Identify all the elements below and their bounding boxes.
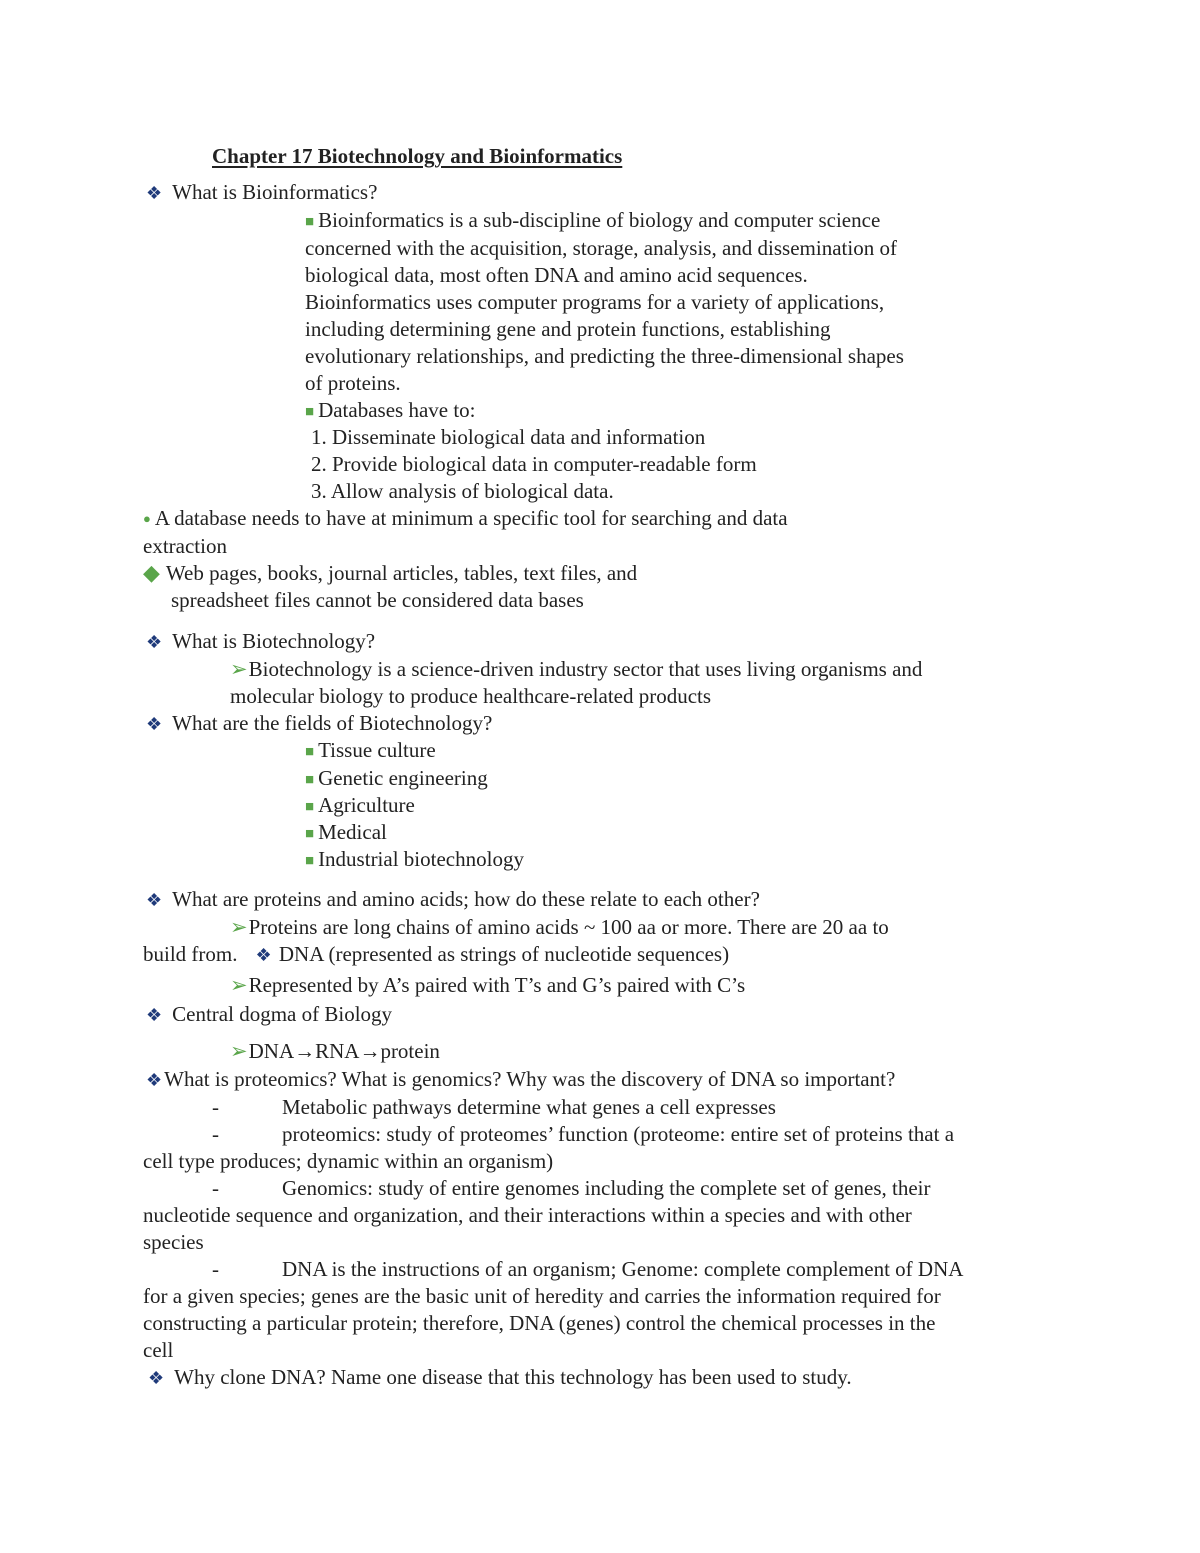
dash-item [212,1256,963,1282]
answer-text: DNA→RNA→protein [248,1039,440,1063]
dash-item-text: cell [143,1338,174,1362]
answer-text: Proteins are long chains of amino acids ~ 100 aa or more. There are 20 aa to [248,915,889,939]
dash-item-text: nucleotide sequence and organization, and their interactions within a species and with other [143,1203,912,1227]
dash-item-text: proteomics: study of proteomes’ function (proteome: entire set of proteins that a [282,1122,955,1146]
not-database-note [143,560,637,586]
field-label: Tissue culture [318,738,436,762]
square-bullet-icon: ■ [305,404,315,420]
field-label: Agriculture [318,793,415,817]
databases-list-item: 3. Allow analysis of biological data. [311,479,614,503]
definition-line: of proteins. [305,371,401,395]
solid-diamond-bullet-icon: ◆ [143,560,160,585]
question-text: What are the fields of Biotechnology? [172,711,493,735]
question-bioinformatics [146,179,377,206]
note-text: Web pages, books, journal articles, tables, text files, and [165,561,638,585]
definition-line: evolutionary relationships, and predicting the three-dimensional shapes [305,344,904,368]
arrow-bullet-icon: ➢ [230,973,248,997]
dash-item-text: DNA is the instructions of an organism; Genome: complete complement of DNA [282,1257,964,1281]
question-central-dogma [146,1001,392,1028]
proteins-answer [230,914,889,940]
definition-line: molecular biology to produce healthcare-related products [230,684,712,708]
answer-text: build from. [143,942,238,966]
arrow-bullet-icon: ➢ [230,915,248,939]
field-label: Genetic engineering [318,766,488,790]
databases-list-item: 1. Disseminate biological data and information [311,425,706,449]
diamond-bullet-icon: ❖ [148,1368,165,1388]
dash-item [212,1094,776,1120]
question-text: Why clone DNA? Name one disease that this technology has been used to study. [174,1365,852,1389]
dash-bullet: - [212,1176,219,1200]
definition-line: including determining gene and protein functions, establishing [305,317,831,341]
central-dogma-answer [230,1038,440,1064]
definition-line: concerned with the acquisition, storage, analysis, and dissemination of [305,236,897,260]
field-item [305,846,524,874]
square-bullet-icon: ■ [305,853,315,869]
diamond-bullet-icon: ❖ [146,1070,163,1090]
square-bullet-icon: ■ [305,799,315,815]
field-item [305,737,436,765]
dash-item [212,1175,931,1201]
field-item [305,792,415,820]
square-bullet-icon: ■ [305,772,315,788]
question-text: Central dogma of Biology [172,1002,393,1026]
diamond-bullet-icon: ❖ [146,632,163,652]
field-item [305,765,488,793]
bioinformatics-definition [305,207,880,235]
diamond-bullet-icon: ❖ [146,714,163,734]
dash-item-text: species [143,1230,204,1254]
dash-item-text: constructing a particular protein; therefore, DNA (genes) control the chemical processes in the [143,1311,936,1335]
question-clone-dna [148,1364,852,1391]
diamond-bullet-icon: ❖ [146,890,163,910]
dash-item-text: Genomics: study of entire genomes including the complete set of genes, their [282,1176,931,1200]
definition-line: Bioinformatics is a sub-discipline of biology and computer science [318,208,881,232]
square-bullet-icon: ■ [305,744,315,760]
note-text: extraction [143,534,227,558]
diamond-bullet-icon: ❖ [146,1005,163,1025]
page-title: Chapter 17 Biotechnology and Bioinformatics [212,144,623,168]
question-text: What is proteomics? What is genomics? Why was the discovery of DNA so important? [164,1067,896,1091]
databases-intro [305,397,476,425]
dash-bullet: - [212,1095,219,1119]
dash-item-text: cell type produces; dynamic within an organism) [143,1149,554,1173]
question-fields [146,710,492,737]
dot-bullet-icon: ● [143,511,151,526]
question-text: What are proteins and amino acids; how do these relate to each other? [172,887,760,911]
field-label: Industrial biotechnology [318,847,524,871]
database-tool-note [143,505,788,532]
question-proteins [146,886,760,913]
arrow-bullet-icon: ➢ [230,1039,248,1063]
question-text: What is Bioinformatics? [172,180,378,204]
question-proteomics [146,1066,895,1093]
field-item [305,819,387,847]
note-text: spreadsheet files cannot be considered data bases [171,588,584,612]
definition-line: biological data, most often DNA and amino acid sequences. [305,263,808,287]
dash-bullet: - [212,1122,219,1146]
square-bullet-icon: ■ [305,826,315,842]
databases-list-item: 2. Provide biological data in computer-readable form [311,452,757,476]
proteins-answer-cont [143,941,729,968]
base-pairs-note [230,972,745,998]
note-text: A database needs to have at minimum a specific tool for searching and data [154,506,788,530]
dash-item [212,1121,954,1147]
dash-item-text: for a given species; genes are the basic unit of heredity and carries the information required for [143,1284,941,1308]
diamond-bullet-icon: ❖ [146,183,163,203]
arrow-bullet-icon: ➢ [230,657,248,681]
dash-bullet: - [212,1257,219,1281]
dash-item-text: Metabolic pathways determine what genes a cell expresses [282,1095,776,1119]
question-text: What is Biotechnology? [172,629,376,653]
definition-line: Biotechnology is a science-driven industry sector that uses living organisms and [248,657,923,681]
biotechnology-definition [230,656,922,682]
dna-representation-text: DNA (represented as strings of nucleotide sequences) [278,942,730,966]
diamond-bullet-icon: ❖ [255,945,272,965]
field-label: Medical [318,820,387,844]
square-bullet-icon: ■ [305,214,315,230]
databases-intro-text: Databases have to: [318,398,476,422]
question-biotechnology [146,628,375,655]
answer-text: Represented by A’s paired with T’s and G’s paired with C’s [248,973,746,997]
definition-line: Bioinformatics uses computer programs for a variety of applications, [305,290,885,314]
